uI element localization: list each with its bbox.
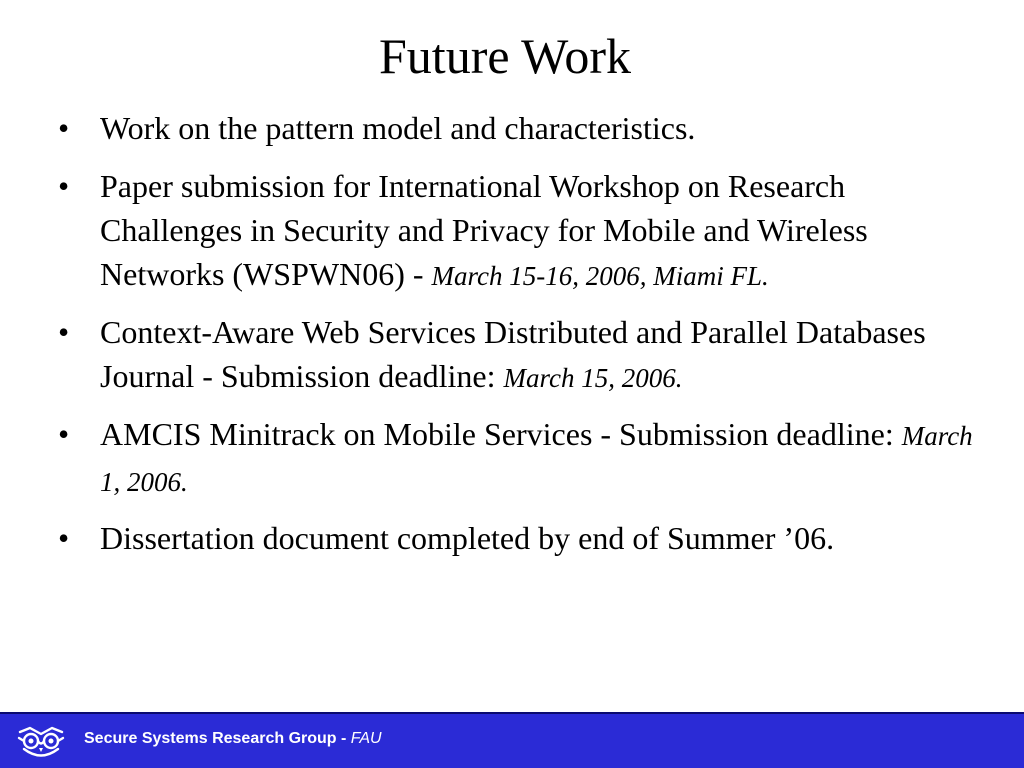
bullet-text: Work on the pattern model and characteristics.: [100, 110, 696, 146]
bullet-item: [58, 516, 978, 562]
footer-text: [84, 730, 382, 748]
bullet-dot-icon: •: [58, 168, 70, 204]
bullet-text: AMCIS Minitrack on Mobile Services - Submission deadline:: [100, 416, 902, 452]
bullet-text: Dissertation document completed by end of Summer ’06.: [100, 520, 835, 556]
footer-institution: FAU: [350, 730, 382, 747]
bullet-text: Context-Aware Web Services Distributed and Parallel Databases Journal - Submission deadline:: [100, 314, 926, 394]
bullet-text: Paper submission for International Workshop on Research Challenges in Security and Privacy for Mobile and Wireless Networks (WSPWN06) -: [100, 168, 868, 292]
bullet-date: March 15, 2006.: [503, 363, 683, 393]
bullet-dot-icon: •: [58, 314, 70, 350]
footer-group-label: Secure Systems Research Group -: [84, 730, 351, 747]
owl-logo-icon: [16, 722, 66, 760]
footer-bar: [0, 712, 1024, 768]
bullet-dot-icon: •: [58, 110, 70, 146]
bullet-dot-icon: •: [58, 520, 70, 556]
bullet-item: [58, 412, 978, 504]
bullet-date: March 1, 2006.: [100, 421, 973, 497]
bullet-item: [58, 106, 978, 152]
bullet-item: [58, 164, 978, 298]
bullet-item: [58, 310, 978, 400]
bullet-date: March 15-16, 2006, Miami FL.: [431, 261, 769, 291]
bullet-list: [58, 106, 978, 574]
bullet-dot-icon: •: [58, 416, 70, 452]
slide-title: Future Work: [379, 28, 631, 84]
